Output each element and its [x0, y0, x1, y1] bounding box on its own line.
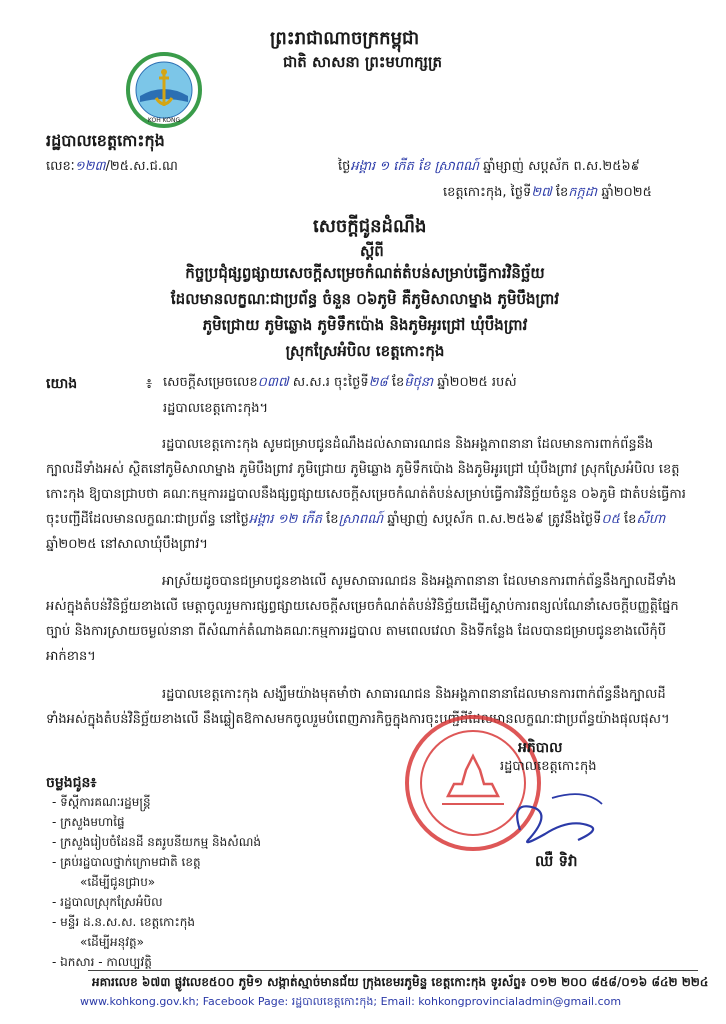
lunar-prefix: ថ្ងៃ	[338, 159, 351, 174]
ref-text-b: ស.ស.រ ចុះថ្ងៃទី	[292, 375, 369, 390]
decision-day-handwritten: ២៨	[368, 375, 388, 390]
subject-line: ដែលមានលក្ខណៈជាប្រព័ន្ធ ចំនួន ០៦ភូមិ គឺភូមិសាលាម្នាង ភូមិបឹងព្រាវ	[170, 290, 560, 308]
issuer-province: រដ្ឋបាលខេត្តកោះកុង	[46, 131, 165, 150]
signer-office: រដ្ឋបាលខេត្តកោះកុង	[500, 759, 597, 774]
signer-name: ឈឺ ទិវា	[535, 852, 578, 870]
ref-text-d: ឆ្នាំ២០២៥ របស់	[437, 375, 517, 390]
ref-text-c: ខែ	[391, 375, 405, 390]
decision-number-handwritten: ០៣៧	[257, 375, 289, 390]
solar-day-handwritten: ២៧	[531, 185, 552, 200]
lunar-suffix: ឆ្នាំម្សាញ់ សប្តស័ក ព.ស.២៥៦៩	[483, 159, 640, 174]
recipient-item: - ក្រសួងមហាផ្ទៃ	[52, 815, 125, 829]
signer-title: អភិបាល	[518, 740, 563, 756]
reference-text	[163, 374, 517, 393]
notice-about: ស្តីពី	[360, 242, 384, 260]
para1-text: រដ្ឋបាលខេត្តកោះកុង សូមជម្រាបជូនដំណឹងដល់សាធារណជន និងអង្គភាពនានា ដែលមានការពាក់ព័ន្ធនឹងក្បាលដីទាំងអស់ ស្ថិតនៅភូមិសាលាម្នាង ភូមិបឹងព្រាវ ភូមិជ្រោយ ភូមិឆ្លោង ភូមិទឹកប៉ោង និងភូមិអូរជ្រៅ ឃុំបឹងព្រាវ ស្រុកស្រែអំបិល ខេត្តកោះកុង ឱ្យបានជ្រាបថា គណៈកម្មការរដ្ឋបាលនឹងផ្សព្វផ្សាយសេចក្តីសម្រេចកំណត់តំបន់សម្រាប់ធ្វើការវិនិច្ឆ័យចំនួន ០៦ភូមិ ជាតំបន់ធ្វើការចុះបញ្ជីដីដែលមានលក្ខណៈជាប្រព័ន្ធ នៅថ្ងៃ	[46, 437, 686, 527]
reference-number	[46, 158, 178, 177]
meeting-month-handwritten: សីហា	[636, 512, 666, 527]
recipient-item: - គ្រប់រដ្ឋបាលថ្នាក់ក្រោមជាតិ ខេត្ត	[52, 855, 201, 869]
recipient-item: - ឯកសារ - កាលប្បវត្តិ	[52, 955, 152, 969]
handwritten-signature-icon	[490, 790, 610, 850]
reference-text-line2: រដ្ឋបាលខេត្តកោះកុង។	[163, 401, 269, 416]
footer-divider	[88, 970, 698, 971]
provincial-emblem-icon	[126, 52, 202, 128]
recipient-item: - ទីស្តីការគណៈរដ្ឋមន្ត្រី	[52, 795, 151, 809]
ref-suffix: /២៥.ស.ជ.ណ	[105, 159, 178, 174]
recipients-title: ចម្លងជូន៖	[46, 775, 97, 791]
recipient-item: - រដ្ឋបាលស្រុកស្រែអំបិល	[52, 895, 163, 909]
lunar-date	[338, 158, 640, 177]
body-paragraph-1	[46, 432, 686, 557]
solar-month-handwritten: កក្កដា	[568, 185, 598, 200]
subject-line: ស្រុកស្រែអំបិល ខេត្តកោះកុង	[285, 342, 445, 360]
lunar-date-handwritten: អង្គារ ១ កើត ខែ ស្រាពណ៍	[350, 159, 480, 174]
national-motto: ជាតិ សាសនា ព្រះមហាក្សត្រ	[283, 53, 442, 71]
footer-contacts: www.kohkong.gov.kh; Facebook Page: រដ្ឋបាលខេត្តកោះកុង; Email: kohkongprovincialadmin@gmail.com	[80, 995, 622, 1008]
subject-line: កិច្ចប្រជុំផ្សព្វផ្សាយសេចក្តីសម្រេចកំណត់តំបន់សម្រាប់ធ្វើការវិនិច្ឆ័យ	[185, 264, 545, 282]
solar-prefix: ខេត្តកោះកុង, ថ្ងៃទី	[443, 185, 532, 200]
reference-label: យោង	[46, 376, 78, 392]
recipient-item: - មន្ទីរ ដ.ន.ស.ស. ខេត្តកោះកុង	[52, 915, 195, 929]
notice-title: សេចក្តីជូនដំណឹង	[313, 216, 427, 237]
para1-text-b: ខែ	[322, 512, 339, 527]
recipient-note: «ដើម្បីជូនជ្រាប»	[80, 875, 156, 889]
decision-month-handwritten: មិថុនា	[404, 375, 434, 390]
svg-text:KOH KONG: KOH KONG	[147, 117, 181, 124]
meeting-lunar-day-handwritten: អង្គារ ១២ កើត	[248, 512, 323, 527]
recipient-note: «ដើម្បីអនុវត្ត»	[80, 935, 144, 949]
ref-number-handwritten: ១២៣	[74, 159, 106, 174]
meeting-lunar-month-handwritten: ស្រាពណ៍	[338, 512, 384, 527]
solar-year: ឆ្នាំ២០២៥	[601, 185, 652, 200]
reference-colon: ៖	[146, 376, 153, 392]
para1-text-d: ខែ	[619, 512, 637, 527]
solar-date	[443, 184, 652, 203]
solar-month-prefix: ខែ	[555, 185, 569, 200]
subject-line: ភូមិជ្រោយ ភូមិឆ្លោង ភូមិទឹកប៉ោង និងភូមិអូរជ្រៅ ឃុំបឹងព្រាវ	[202, 316, 528, 334]
ref-prefix: លេខៈ	[46, 159, 75, 174]
para1-text-e: ឆ្នាំ២០២៥ នៅសាលាឃុំបឹងព្រាវ។	[46, 537, 208, 552]
recipient-item: - ក្រសួងរៀបចំដែនដី នគរូបនីយកម្ម និងសំណង់	[52, 835, 261, 849]
footer-address: អគារលេខ ៦៧៣ ផ្លូវលេខ៥០០ ភូមិ១ សង្កាត់ស្មាច់មានជ័យ ក្រុងខេមរភូមិន្ទ ខេត្តកោះកុង ទូរស័ព្ទ៖ ០១២ ២០០ ៨៥៨/០១៦ ៨៤២ ២២៤	[92, 975, 709, 989]
ref-text-a: សេចក្តីសម្រេចលេខ	[163, 375, 258, 390]
body-paragraph-3: រដ្ឋបាលខេត្តកោះកុង សង្ឃឹមយ៉ាងមុតមាំថា សាធារណជន និងអង្គភាពនានាដែលមានការពាក់ព័ន្ធនឹងក្បាលដីទាំងអស់ក្នុងតំបន់វិនិច្ឆ័យខាងលើ នឹងឆ្លៀតឱកាសមកចូលរួមបំពេញភារកិច្ចក្នុងការចុះបញ្ជីដីដែលមានលក្ខណៈជាប្រព័ន្ធយ៉ាងផុលផុស។	[46, 687, 670, 727]
para1-text-c: ឆ្នាំម្សាញ់ សប្តស័ក ព.ស.២៥៦៩ ត្រូវនឹងថ្ងៃទី	[383, 512, 602, 527]
body-paragraph-2: អាស្រ័យដូចបានជម្រាបជូនខាងលើ សូមសាធារណជន និងអង្គភាពនានា ដែលមានការពាក់ព័ន្ធនឹងក្បាលដីទាំងអស់ក្នុងតំបន់វិនិច្ឆ័យខាងលើ មេត្តាចូលរួមការផ្សព្វផ្សាយសេចក្តីសម្រេចកំណត់តំបន់វិនិច្ឆ័យដើម្បីស្តាប់ការពន្យល់ណែនាំសេចក្តីបញ្ញត្តិផ្នែកច្បាប់ និងការស្រាយចម្ងល់នានា ពីសំណាក់តំណាងគណៈកម្មការរដ្ឋបាល តាមពេលវេលា និងទីកន្លែង ដែលបានជម្រាបជូនខាងលើកុំបីអាក់ខាន។	[46, 574, 679, 664]
kingdom-title: ព្រះរាជាណាចក្រកម្ពុជា	[270, 28, 420, 49]
meeting-day-handwritten: ០៥	[601, 512, 620, 527]
